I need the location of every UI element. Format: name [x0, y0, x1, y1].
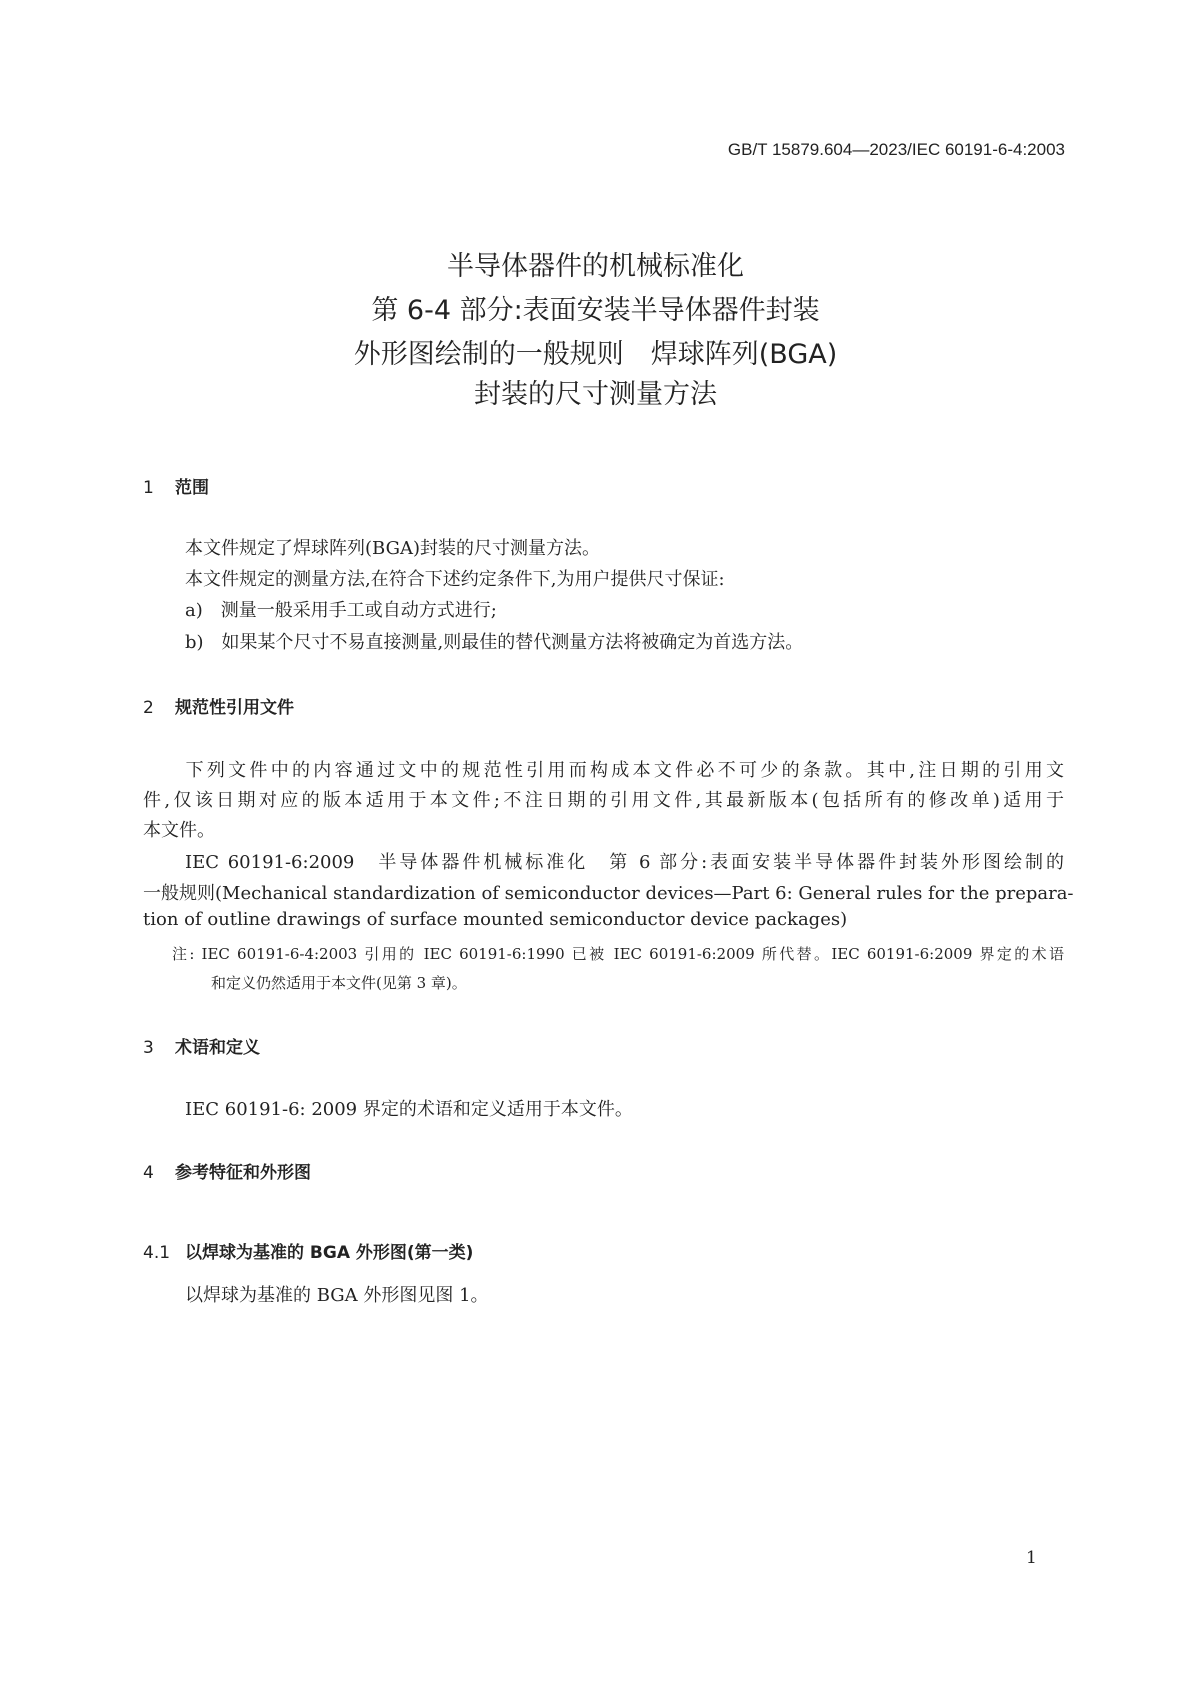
note-line-2: 和定义仍然适用于本文件(见第 3 章)。: [211, 974, 467, 992]
section-title: 术语和定义: [175, 1038, 260, 1058]
title-line-2: 第 6-4 部分:表面安装半导体器件封装: [371, 295, 820, 326]
page-number: 1: [1026, 1548, 1037, 1568]
section-title: 参考特征和外形图: [175, 1163, 311, 1183]
standard-code-header: GB/T 15879.604—2023/IEC 60191-6-4:2003: [727, 140, 1065, 159]
normative-para-1-line-2: 件,仅该日期对应的版本适用于本文件;不注日期的引用文件,其最新版本(包括所有的修改单)适用于: [143, 790, 1064, 811]
section-1-heading: [143, 473, 209, 498]
normative-para-1-line-1: 下列文件中的内容通过文中的规范性引用而构成本文件必不可少的条款。其中,注日期的引用文: [143, 760, 1064, 781]
scope-line-1: 本文件规定了焊球阵列(BGA)封装的尺寸测量方法。: [185, 538, 600, 559]
section-number: 4.1: [143, 1243, 171, 1263]
section-title: 规范性引用文件: [175, 698, 294, 718]
reference-line-3: tion of outline drawings of surface mounted semiconductor device packages): [143, 909, 848, 930]
reference-line-2: 一般规则(Mechanical standardization of semiconductor devices—Part 6: General rules for the prepara-: [143, 883, 1074, 904]
section-number: 4: [143, 1163, 154, 1183]
section-number: 2: [143, 698, 154, 718]
section-title: 范围: [175, 478, 209, 498]
reference-line-1: IEC 60191-6:2009 半导体器件机械标准化 第 6 部分:表面安装半导体器件封装外形图绘制的: [143, 852, 1064, 873]
section-4-heading: [143, 1158, 311, 1183]
title-line-1: 半导体器件的机械标准化: [447, 251, 744, 282]
section-number: 1: [143, 478, 154, 498]
section-number: 3: [143, 1038, 154, 1058]
section-4-1-heading: [143, 1238, 473, 1263]
title-line-4: 封装的尺寸测量方法: [474, 379, 717, 410]
title-line-3: 外形图绘制的一般规则 焊球阵列(BGA): [353, 339, 838, 370]
section-2-heading: [143, 693, 294, 718]
normative-para-1-line-3: 本文件。: [143, 820, 215, 841]
scope-item-b: b) 如果某个尺寸不易直接测量,则最佳的替代测量方法将被确定为首选方法。: [185, 632, 804, 653]
note-line-1: 注: IEC 60191-6-4:2003 引用的 IEC 60191-6:1990 已被 IEC 60191-6:2009 所代替。IEC 60191-6:2009 界定的术语: [172, 945, 1064, 963]
section-title: 以焊球为基准的 BGA 外形图(第一类): [185, 1243, 474, 1263]
terms-text: IEC 60191-6: 2009 界定的术语和定义适用于本文件。: [185, 1099, 633, 1120]
scope-line-2: 本文件规定的测量方法,在符合下述约定条件下,为用户提供尺寸保证:: [185, 569, 725, 590]
section-3-heading: [143, 1033, 260, 1058]
outline-drawing-text: 以焊球为基准的 BGA 外形图见图 1。: [185, 1285, 489, 1306]
scope-item-a: a) 测量一般采用手工或自动方式进行;: [185, 600, 497, 621]
